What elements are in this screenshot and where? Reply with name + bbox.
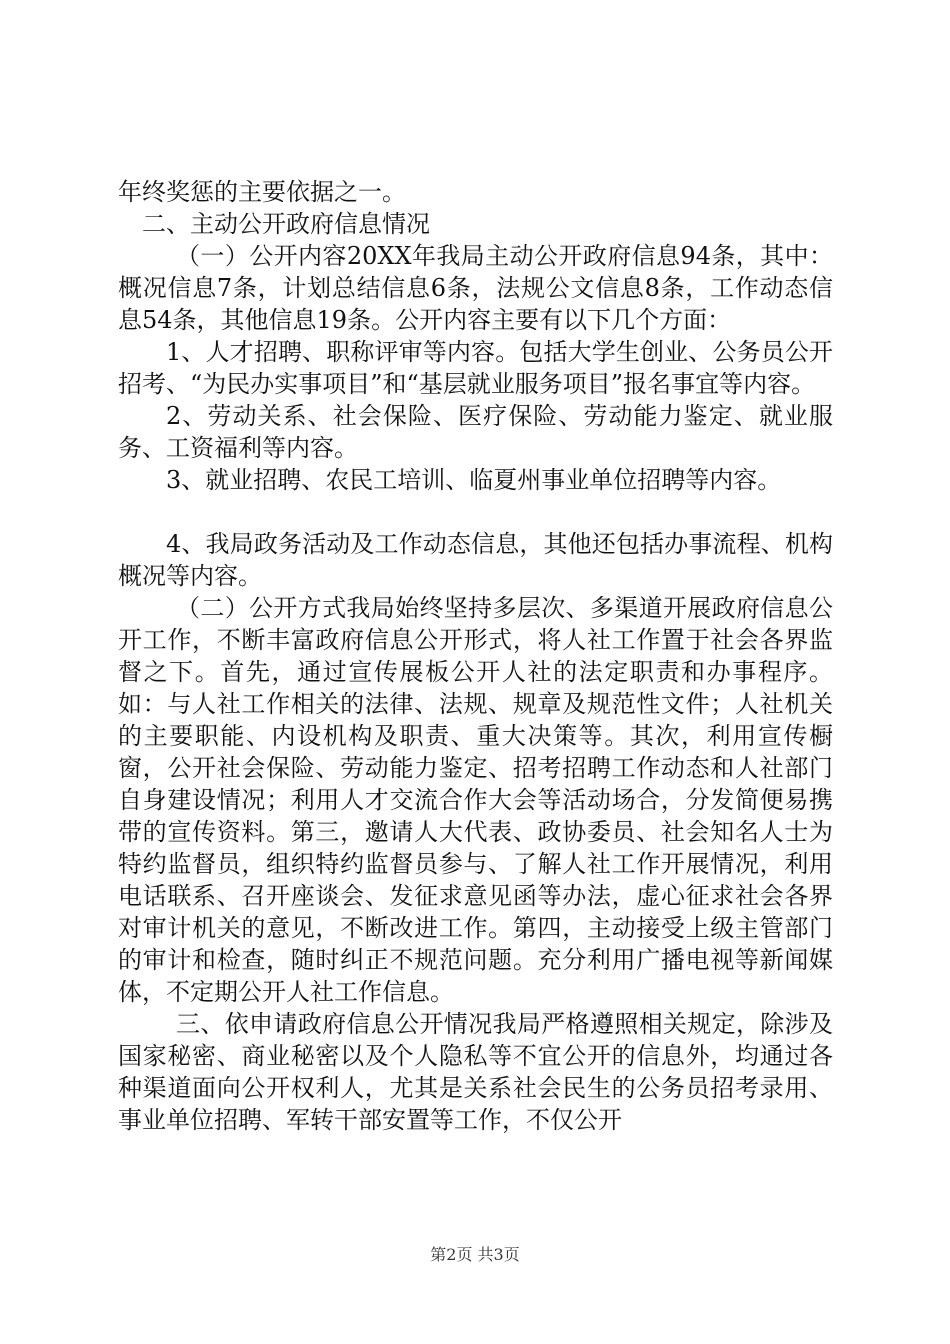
document-body — [118, 176, 833, 1136]
list-item-3: 3、就业招聘、农民工培训、临夏州事业单位招聘等内容。 — [166, 466, 782, 494]
paragraph-continuation: 年终奖惩的主要依据之一。 — [118, 178, 406, 206]
paragraph-public-content: （一）公开内容20XX年我局主动公开政府信息94条，其中：概况信息7条，计划总结信息6条，法规公文信息8条，工作动态信息54条，其他信息19条。公开内容主要有以下几个方面： — [118, 242, 833, 334]
list-item-4: 4、我局政务活动及工作动态信息，其他还包括办事流程、机构概况等内容。 — [118, 530, 833, 590]
list-item-1: 1、人才招聘、职称评审等内容。包括大学生创业、公务员公开招考、“为民办实事项目”和“基层就业服务项目”报名事宜等内容。 — [118, 338, 833, 398]
paragraph-gap — [118, 496, 833, 528]
list-item-2: 2、劳动关系、社会保险、医疗保险、劳动能力鉴定、就业服务、工资福利等内容。 — [118, 402, 833, 462]
section-heading-2: 二、主动公开政府信息情况 — [142, 210, 430, 238]
section-heading-3: 三、依申请政府信息公开情况我局严格遵照相关规定，除涉及国家秘密、商业秘密以及个人隐私等不宜公开的信息外，均通过各种渠道面向公开权利人，尤其是关系社会民生的公务员招考录用、事业单位招聘、军转干部安置等工作，不仅公开 — [118, 1010, 833, 1134]
page-number-footer: 第2页 共3页 — [430, 1245, 520, 1264]
paragraph-public-methods: （二）公开方式我局始终坚持多层次、多渠道开展政府信息公开工作，不断丰富政府信息公开形式，将人社工作置于社会各界监督之下。首先，通过宣传展板公开人社的法定职责和办事程序。如：与人社工作相关的法律、法规、规章及规范性文件；人社机关的主要职能、内设机构及职责、重大决策等。其次，利用宣传橱窗，公开社会保险、劳动能力鉴定、招考招聘工作动态和人社部门自身建设情况；利用人才交流合作大会等活动场合，分发简便易携带的宣传资料。第三，邀请人大代表、政协委员、社会知名人士为特约监督员，组织特约监督员参与、了解人社工作开展情况，利用电话联系、召开座谈会、发征求意见函等办法，虚心征求社会各界对审计机关的意见，不断改进工作。第四，主动接受上级主管部门的审计和检查，随时纠正不规范问题。充分利用广播电视等新闻媒体，不定期公开人社工作信息。 — [118, 594, 833, 1006]
